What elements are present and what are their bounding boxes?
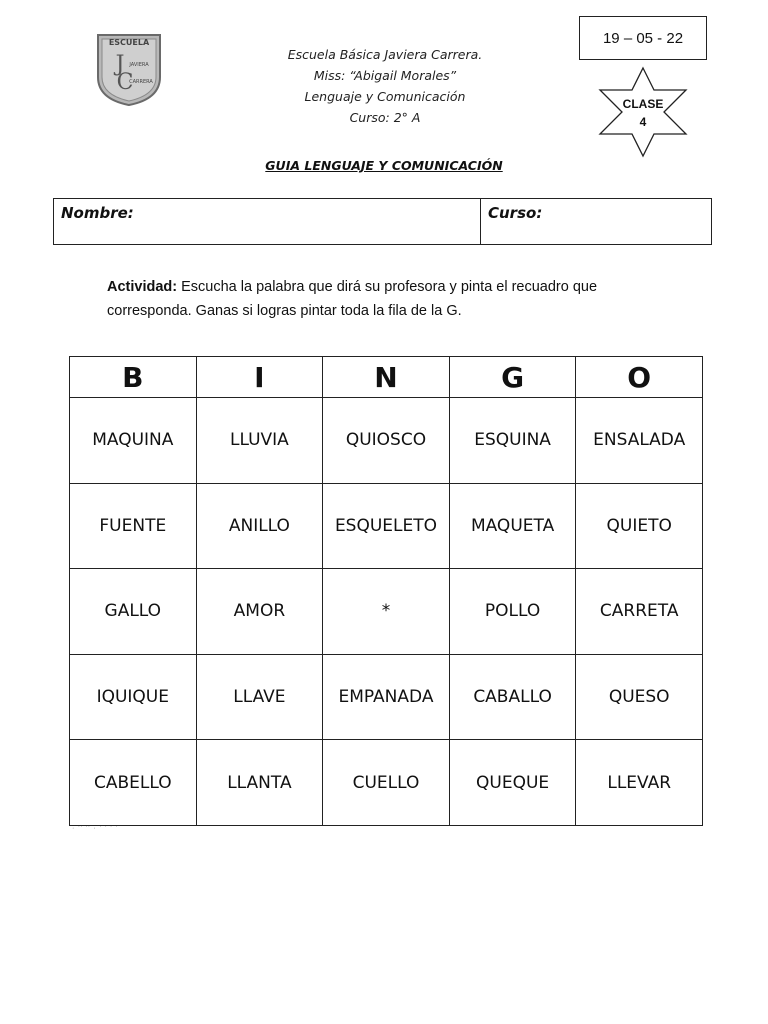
bingo-cell[interactable]: CUELLO (323, 740, 450, 826)
bingo-cell[interactable]: CARRETA (576, 569, 703, 655)
bingo-row (70, 740, 703, 826)
logo-text-mid: JAVIERA (129, 62, 149, 68)
logo-initial-j: J (115, 52, 125, 77)
bingo-cell[interactable]: LLANTA (196, 740, 323, 826)
bingo-cell[interactable]: CABALLO (449, 654, 576, 740)
bingo-header-g: G (449, 357, 576, 398)
bingo-table (69, 356, 703, 826)
bingo-cell[interactable]: AMOR (196, 569, 323, 655)
teacher-name: Miss: “Abigail Morales” (313, 68, 457, 83)
name-field[interactable] (54, 199, 481, 244)
bingo-header-row (70, 357, 703, 398)
bingo-cell[interactable]: POLLO (449, 569, 576, 655)
bingo-row (70, 398, 703, 484)
school-logo (95, 31, 163, 107)
bingo-cell[interactable]: QUIOSCO (323, 398, 450, 484)
cropped-footnote-residue: · '' '' · ' ' ' ' (72, 826, 118, 832)
bingo-cell[interactable]: QUIETO (576, 483, 703, 569)
bingo-row (70, 654, 703, 740)
bingo-cell[interactable]: LLUVIA (196, 398, 323, 484)
logo-initial-c: C (116, 70, 134, 95)
guide-title: GUIA LENGUAJE Y COMUNICACIÓN (265, 158, 503, 173)
bingo-header-n: N (323, 357, 450, 398)
bingo-cell[interactable]: ENSALADA (576, 398, 703, 484)
bingo-cell[interactable]: FUENTE (70, 483, 197, 569)
school-name: Escuela Básica Javiera Carrera. (287, 47, 483, 62)
school-header (230, 44, 540, 128)
star-icon (598, 66, 688, 158)
logo-text-bottom: CARRERA (129, 79, 153, 85)
bingo-cell[interactable]: ANILLO (196, 483, 323, 569)
bingo-row (70, 483, 703, 569)
bingo-cell[interactable]: QUEQUE (449, 740, 576, 826)
course-name: Curso: 2° A (349, 110, 421, 125)
bingo-free-cell[interactable]: * (323, 569, 450, 655)
activity-text: Escucha la palabra que dirá su profesora y pinta el recuadro que corresponda. Ganas si logras pintar toda la fila de la G. (107, 279, 598, 319)
course-label: Curso: (488, 204, 543, 222)
student-info-box (53, 198, 712, 245)
bingo-cell[interactable]: EMPANADA (323, 654, 450, 740)
activity-instructions (107, 275, 667, 323)
class-label: CLASE (622, 97, 664, 111)
date-box (579, 16, 707, 60)
bingo-row (70, 569, 703, 655)
bingo-cell[interactable]: CABELLO (70, 740, 197, 826)
bingo-header-i: I (196, 357, 323, 398)
bingo-cell[interactable]: ESQUELETO (323, 483, 450, 569)
bingo-cell[interactable]: ESQUINA (449, 398, 576, 484)
course-field[interactable] (481, 199, 711, 244)
bingo-cell[interactable]: MAQUETA (449, 483, 576, 569)
subject-name: Lenguaje y Comunicación (304, 89, 466, 104)
date-text: 19 – 05 - 22 (602, 29, 684, 47)
bingo-header-b: B (70, 357, 197, 398)
class-number: 4 (639, 115, 647, 129)
bingo-cell[interactable]: LLEVAR (576, 740, 703, 826)
bingo-cell[interactable]: GALLO (70, 569, 197, 655)
activity-label: Actividad: (107, 279, 178, 295)
bingo-cell[interactable]: QUESO (576, 654, 703, 740)
bingo-cell[interactable]: IQUIQUE (70, 654, 197, 740)
bingo-cell[interactable]: LLAVE (196, 654, 323, 740)
bingo-header-o: O (576, 357, 703, 398)
name-label: Nombre: (61, 204, 134, 222)
logo-text-top: ESCUELA (108, 38, 150, 47)
bingo-cell[interactable]: MAQUINA (70, 398, 197, 484)
